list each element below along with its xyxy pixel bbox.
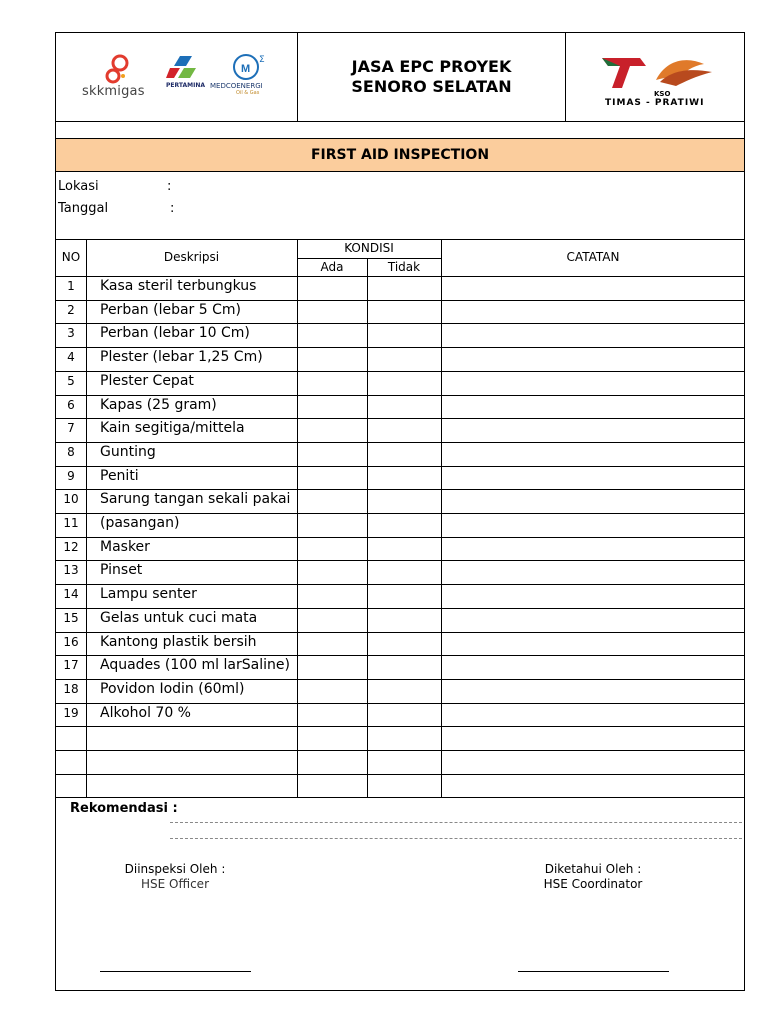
tidak-cell[interactable] [368,679,440,703]
pertamina-text: PERTAMINA [166,82,205,89]
row-description: Gunting [100,443,156,460]
inspected-by-label: Diinspeksi Oleh : [124,862,226,876]
ada-cell[interactable] [298,418,366,442]
catatan-cell[interactable] [442,395,744,419]
medco-text: MEDCOENERGI [210,82,263,90]
row-number: 15 [63,610,79,625]
ada-cell[interactable] [298,347,366,371]
header-title [298,57,565,97]
rekomendasi-label: Rekomendasi : [70,801,178,816]
row-number: 16 [63,634,79,649]
row-description: Kain segitiga/mittela [100,420,245,437]
tidak-cell[interactable] [368,395,440,419]
catatan-cell[interactable] [442,489,744,513]
catatan-cell[interactable] [442,466,744,490]
tidak-cell[interactable] [368,323,440,347]
catatan-cell[interactable] [442,560,744,584]
tidak-cell[interactable] [368,774,440,798]
col-ada-header: Ada [320,260,344,274]
ada-cell[interactable] [298,655,366,679]
tidak-cell[interactable] [368,300,440,324]
tidak-cell[interactable] [368,703,440,727]
tidak-cell[interactable] [368,276,440,300]
row-number: 11 [63,516,79,530]
ada-cell[interactable] [298,608,366,632]
row-number: 17 [63,658,79,673]
row-number: 19 [63,705,79,720]
tanggal-label: Tanggal [58,201,109,216]
ada-cell[interactable] [298,774,366,798]
row-description: Masker [100,538,150,555]
ada-cell[interactable] [298,371,366,395]
catatan-cell[interactable] [442,513,744,537]
ada-cell[interactable] [298,560,366,584]
table-row-line [55,797,745,798]
row-description: Kasa steril terbungkus [100,278,257,294]
col-catatan-header: CATATAN [566,250,620,264]
catatan-cell[interactable] [442,442,744,466]
kondisi-sub-line [297,258,441,259]
header-title-line1: JASA EPC PROYEK [351,57,512,76]
tidak-cell[interactable] [368,560,440,584]
tanggal-colon: : [170,201,175,216]
row-number: 13 [63,563,79,578]
tidak-cell[interactable] [368,584,440,608]
catatan-cell[interactable] [442,632,744,656]
row-description: (pasangan) [100,515,180,531]
col-desc-header: Deskripsi [163,250,220,264]
inspected-signature-line[interactable] [100,971,251,972]
col-no-header: NO [61,250,81,264]
ada-cell[interactable] [298,679,366,703]
row-description: Perban (lebar 5 Cm) [100,301,241,318]
tanggal-field[interactable] [183,199,723,217]
kso-logo [600,54,720,94]
ada-cell[interactable] [298,489,366,513]
ada-cell[interactable] [298,584,366,608]
row-number: 1 [67,279,75,293]
tidak-cell[interactable] [368,726,440,750]
rekomendasi-line-1 [170,822,742,823]
lokasi-label: Lokasi [58,179,99,194]
ada-cell[interactable] [298,300,366,324]
tidak-cell[interactable] [368,513,440,537]
catatan-cell[interactable] [442,371,744,395]
pertamina-logo [166,54,206,84]
table-top-line [55,239,745,240]
tidak-cell[interactable] [368,371,440,395]
pertamina-mark-icon [166,54,206,84]
header-bottom-line [55,121,745,122]
catatan-cell[interactable] [442,584,744,608]
svg-text:M: M [241,63,251,75]
header-divider-right [565,32,566,121]
ada-cell[interactable] [298,466,366,490]
catatan-cell[interactable] [442,537,744,561]
kso-mark-icon [600,54,720,94]
medco-sub-text: Oil & Gas [236,90,260,96]
tidak-cell[interactable] [368,442,440,466]
tidak-cell[interactable] [368,537,440,561]
row-number: 12 [63,539,79,554]
rekomendasi-line-2 [170,838,742,839]
row-number: 8 [67,444,75,459]
row-description: Gelas untuk cuci mata [100,609,258,626]
row-description: Pinset [100,562,143,579]
row-description: Perban (lebar 10 Cm) [100,325,250,342]
catatan-cell[interactable] [442,418,744,442]
row-number: 18 [63,681,79,696]
known-by-label: Diketahui Oleh : [544,862,642,876]
row-description: Alkohol 70 % [100,704,191,721]
catatan-cell[interactable] [442,655,744,679]
tidak-cell[interactable] [368,632,440,656]
lokasi-field[interactable] [180,177,720,195]
skkmigas-text: skkmigas [82,84,145,99]
row-number: 10 [63,492,79,507]
catatan-cell[interactable] [442,323,744,347]
row-number: 9 [67,468,75,483]
inspected-by-role: HSE Officer [141,877,209,891]
ada-cell[interactable] [298,703,366,727]
row-description: Kantong plastik bersih [100,633,257,650]
tidak-cell[interactable] [368,489,440,513]
ada-cell[interactable] [298,323,366,347]
catatan-cell[interactable] [442,750,744,774]
band-bottom-line [55,171,745,172]
tidak-cell[interactable] [368,347,440,371]
svg-text:Σ: Σ [259,55,265,65]
ada-cell[interactable] [298,750,366,774]
tidak-cell[interactable] [368,655,440,679]
row-description: Kapas (25 gram) [100,396,217,413]
catatan-cell[interactable] [442,679,744,703]
catatan-cell[interactable] [442,300,744,324]
ada-cell[interactable] [298,537,366,561]
ada-cell[interactable] [298,276,366,300]
catatan-cell[interactable] [442,726,744,750]
row-number: 7 [67,421,75,436]
tidak-cell[interactable] [368,750,440,774]
row-description: Lampu senter [100,586,197,603]
tidak-cell[interactable] [368,608,440,632]
row-description: Povidon Iodin (60ml) [100,680,245,697]
known-signature-line[interactable] [518,971,669,972]
row-number: 14 [63,587,79,602]
row-number: 5 [67,373,75,388]
kso-label: KSO [654,90,671,98]
row-description: Peniti [100,467,139,484]
form-title: FIRST AID INSPECTION [310,147,490,163]
catatan-cell[interactable] [442,774,744,798]
medco-mark-icon [230,52,270,82]
catatan-cell[interactable] [442,276,744,300]
tidak-cell[interactable] [368,466,440,490]
lokasi-colon: : [167,179,172,194]
col-kondisi-header: KONDISI [344,241,394,255]
row-description: Aquades (100 ml larSaline) [100,657,290,674]
ada-cell[interactable] [298,442,366,466]
catatan-cell[interactable] [442,703,744,727]
row-description: Plester (lebar 1,25 Cm) [100,349,263,366]
known-by-role: HSE Coordinator [543,877,643,891]
row-number: 2 [67,302,75,317]
catatan-cell[interactable] [442,347,744,371]
header-title-line2: SENORO SELATAN [351,77,512,96]
row-number: 3 [67,326,75,341]
ada-cell[interactable] [298,513,366,537]
medco-logo [230,52,270,82]
ada-cell[interactable] [298,632,366,656]
catatan-cell[interactable] [442,608,744,632]
col-tidak-header: Tidak [387,260,421,274]
row-number: 6 [67,397,75,412]
row-description: Plester Cepat [100,372,194,389]
ada-cell[interactable] [298,726,366,750]
row-number: 4 [67,350,75,365]
kso-name: TIMAS - PRATIWI [605,98,705,108]
row-description: Sarung tangan sekali pakai [100,491,291,508]
tidak-cell[interactable] [368,418,440,442]
ada-cell[interactable] [298,395,366,419]
